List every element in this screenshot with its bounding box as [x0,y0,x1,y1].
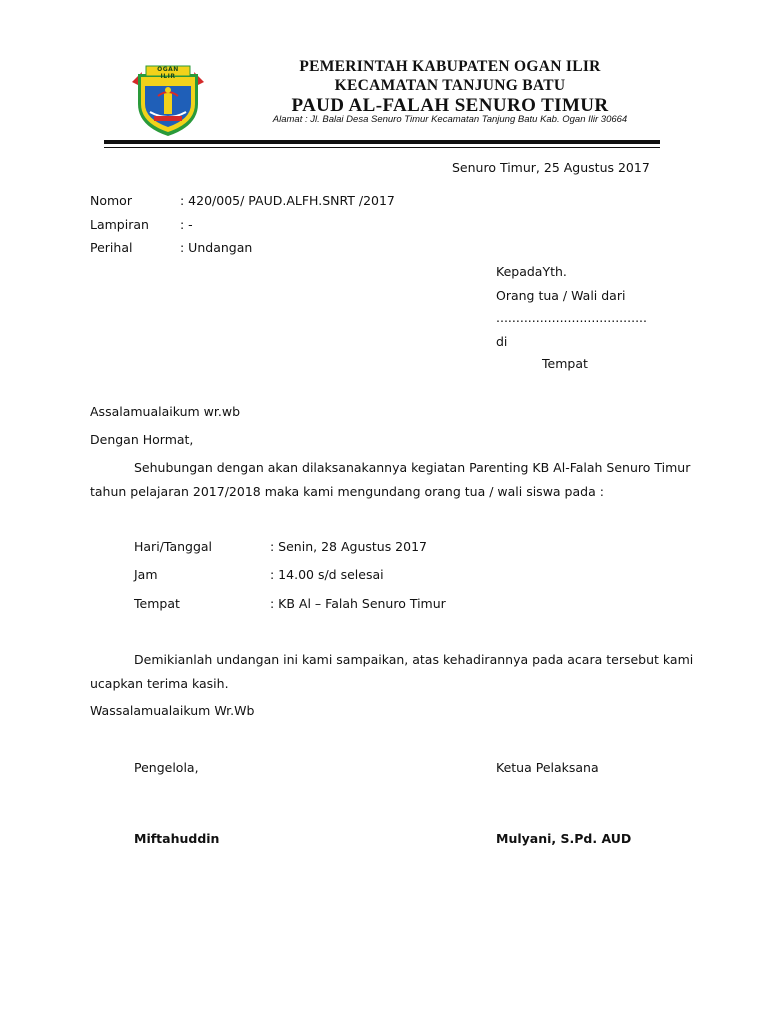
paragraph-1-line-1: Sehubungan dengan akan dilaksanakannya kegiatan Parenting KB Al-Falah Senuro Timur [134,460,691,475]
detail-label-time: Jam [134,567,158,582]
paragraph-1-line-2: tahun pelajaran 2017/2018 maka kami mengundang orang tua / wali siswa pada : [90,484,604,499]
detail-label-date: Hari/Tanggal [134,539,213,554]
regency-logo [128,60,208,138]
detail-value-date: : Senin, 28 Agustus 2017 [270,539,427,554]
salutation: Dengan Hormat, [90,432,194,447]
lampiran-label: Lampiran [90,217,149,232]
signature-left-name: Miftahuddin [134,831,220,846]
greeting: Assalamualaikum wr.wb [90,404,241,419]
recipient-line-2: Orang tua / Wali dari [496,288,626,303]
lampiran-value: : - [180,217,193,232]
letterhead-district: KECAMATAN TANJUNG BATU [334,77,566,94]
closing: Wassalamualaikum Wr.Wb [90,703,255,718]
signature-left-title: Pengelola, [134,760,199,775]
perihal-label: Perihal [90,240,133,255]
paragraph-2-line-1: Demikianlah undangan ini kami sampaikan, atas kehadirannya pada acara tersebut kami [134,652,694,667]
signature-right-title: Ketua Pelaksana [496,760,599,775]
letterhead-rule-thin [104,147,660,148]
perihal-value: : Undangan [180,240,253,255]
letter-date: Senuro Timur, 25 Agustus 2017 [452,160,650,175]
signature-right-name: Mulyani, S.Pd. AUD [496,831,632,846]
letterhead-school: PAUD AL-FALAH SENURO TIMUR [291,95,609,116]
logo-text: OGAN ILIR [157,66,179,80]
paragraph-2-line-2: ucapkan terima kasih. [90,676,229,691]
nomor-label: Nomor [90,193,132,208]
recipient-line-3: ...................................... [496,310,647,325]
recipient-line-5: Tempat [542,356,588,371]
detail-label-place: Tempat [134,596,180,611]
letterhead-rule-thick [104,140,660,144]
letterhead-address: Alamat : Jl. Balai Desa Senuro Timur Kecamatan Tanjung Batu Kab. Ogan Ilir 30664 [272,114,628,125]
nomor-value: : 420/005/ PAUD.ALFH.SNRT /2017 [180,193,395,208]
recipient-line-4: di [496,334,508,349]
detail-value-place: : KB Al – Falah Senuro Timur [270,596,446,611]
letterhead-government: PEMERINTAH KABUPATEN OGAN ILIR [299,58,601,75]
recipient-line-1: KepadaYth. [496,264,567,279]
detail-value-time: : 14.00 s/d selesai [270,567,384,582]
